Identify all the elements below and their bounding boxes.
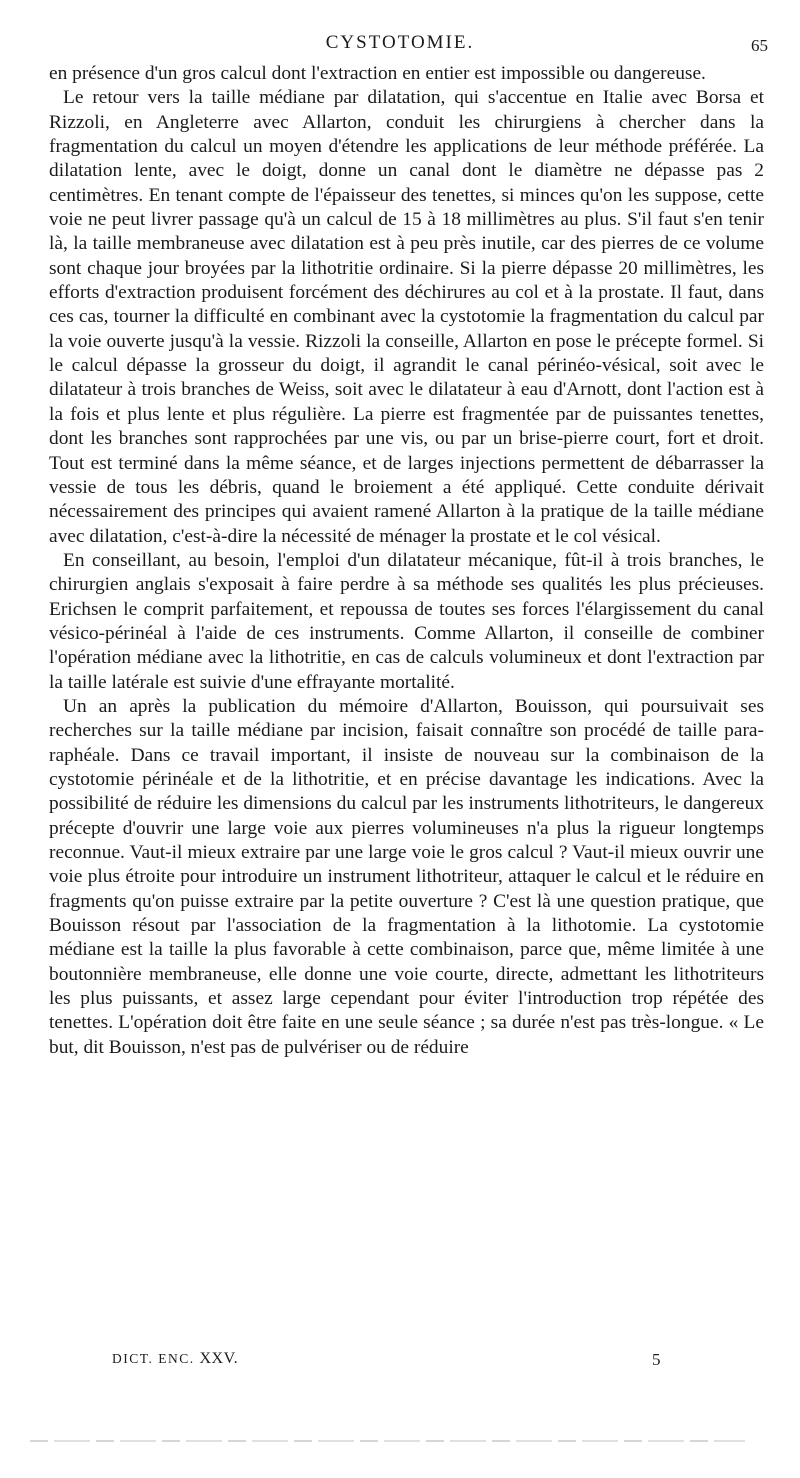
printer-signature: [112, 1350, 238, 1368]
running-head: [0, 30, 800, 56]
running-title: CYSTOTOMIE.: [325, 32, 475, 53]
signature-number: 5: [652, 1350, 661, 1369]
page-footer: [0, 1350, 800, 1374]
signature-volume: XXV.: [199, 1350, 239, 1367]
scan-bleed-through-line: [30, 1440, 745, 1442]
paragraph-erichsen: En conseillant, au besoin, l'emploi d'un dilatateur mécanique, fût-il à trois branches, le chirurgien anglais s'exposait à faire perdre à sa méthode ses qualités les plus précieuses. Erichsen le comprit parfaitement, et repoussa de toutes ses forces l'élargissement du canal vésico-périnéal à l'aide de ces instruments. Comme Allarton, il conseille de combiner l'opération médiane avec la lithotritie, en cas de calculs volumineux et dont l'extraction par la taille latérale est suivie d'une effrayante mortalité.: [49, 549, 764, 693]
body-text: [49, 62, 764, 1060]
page-number: 65: [751, 36, 768, 55]
signature-label: DICT. ENC.: [112, 1351, 195, 1366]
paragraph-bouisson: Un an après la publication du mémoire d'Allarton, Bouisson, qui poursuivait ses recherches sur la taille médiane par incision, faisait connaître son procédé de taille para-raphéale. Dans ce travail important, il insiste de nouveau sur la combinaison de la cystotomie périnéale et de la lithotritie, et en précise davantage les indications. Avec la possibilité de réduire les dimensions du calcul par les instruments lithotriteurs, le dangereux précepte d'ouvrir une large voie aux pierres volumineuses n'a plus la rigueur longtemps reconnue. Vaut-il mieux extraire par une large voie le gros calcul ? Vaut-il mieux ouvrir une voie plus étroite pour introduire un instrument lithotriteur, attaquer le calcul et le réduire en fragments qu'on puisse extraire par la petite ouverture ? C'est là une question pratique, que Bouisson résout par l'association de la fragmentation à la lithotomie. La cystotomie médiane est la taille la plus favorable à cette combinaison, parce que, même limitée à une boutonnière membraneuse, elle donne une voie courte, directe, admettant les lithotriteurs les plus puissants, et assez large cependant pour éviter l'introduction trop répétée des tenettes. L'opération doit être faite en une seule séance ; sa durée n'est pas très-longue. « Le but, dit Bouisson, n'est pas de pulvériser ou de réduire: [49, 695, 764, 1058]
paragraph-dilatation: Le retour vers la taille médiane par dilatation, qui s'accentue en Italie avec Borsa et Rizzoli, en Angleterre avec Allarton, conduit les chirurgiens à chercher dans la fragmentation du calcul un moyen d'étendre les applications de leur méthode préférée. La dilatation lente, avec le doigt, donne un canal dont le diamètre ne dépasse pas 2 centimètres. En tenant compte de l'épaisseur des tenettes, si minces qu'on les suppose, cette voie ne peut livrer passage qu'à un calcul de 15 à 18 millimètres au plus. S'il faut s'en tenir là, la taille membraneuse avec dilatation est à peu près inutile, car des pierres de ce volume sont chaque jour broyées par la lithotritie ordinaire. Si la pierre dépasse 20 millimètres, les efforts d'extraction produisent forcément des déchirures au col et à la prostate. Il faut, dans ces cas, tourner la difficulté en combinant avec la cystotomie la fragmentation du calcul par la voie ouverte jusqu'à la vessie. Rizzoli la conseille, Allarton en pose le précepte formel. Si le calcul dépasse la grosseur du doigt, il agrandit le canal périnéo-vésical, soit avec le dilatateur à trois branches de Weiss, soit avec le dilatateur à eau d'Arnott, dont l'action est à la fois et plus lente et plus régulière. La pierre est fragmentée par de puissantes tenettes, dont les branches sont rapprochées par une vis, ou par un brise-pierre court, fort et droit. Tout est terminé dans la même séance, et de larges injections permettent de débarrasser la vessie de tous les débris, quand le broiement a été appliqué. Cette conduite dérivait nécessairement des principes qui avaient ramené Allarton à la pratique de la taille médiane avec dilatation, c'est-à-dire la nécessité de ménager la prostate et le col vésical.: [49, 87, 764, 547]
paragraph-continued: en présence d'un gros calcul dont l'extraction en entier est impossible ou dangereuse.: [49, 63, 706, 84]
